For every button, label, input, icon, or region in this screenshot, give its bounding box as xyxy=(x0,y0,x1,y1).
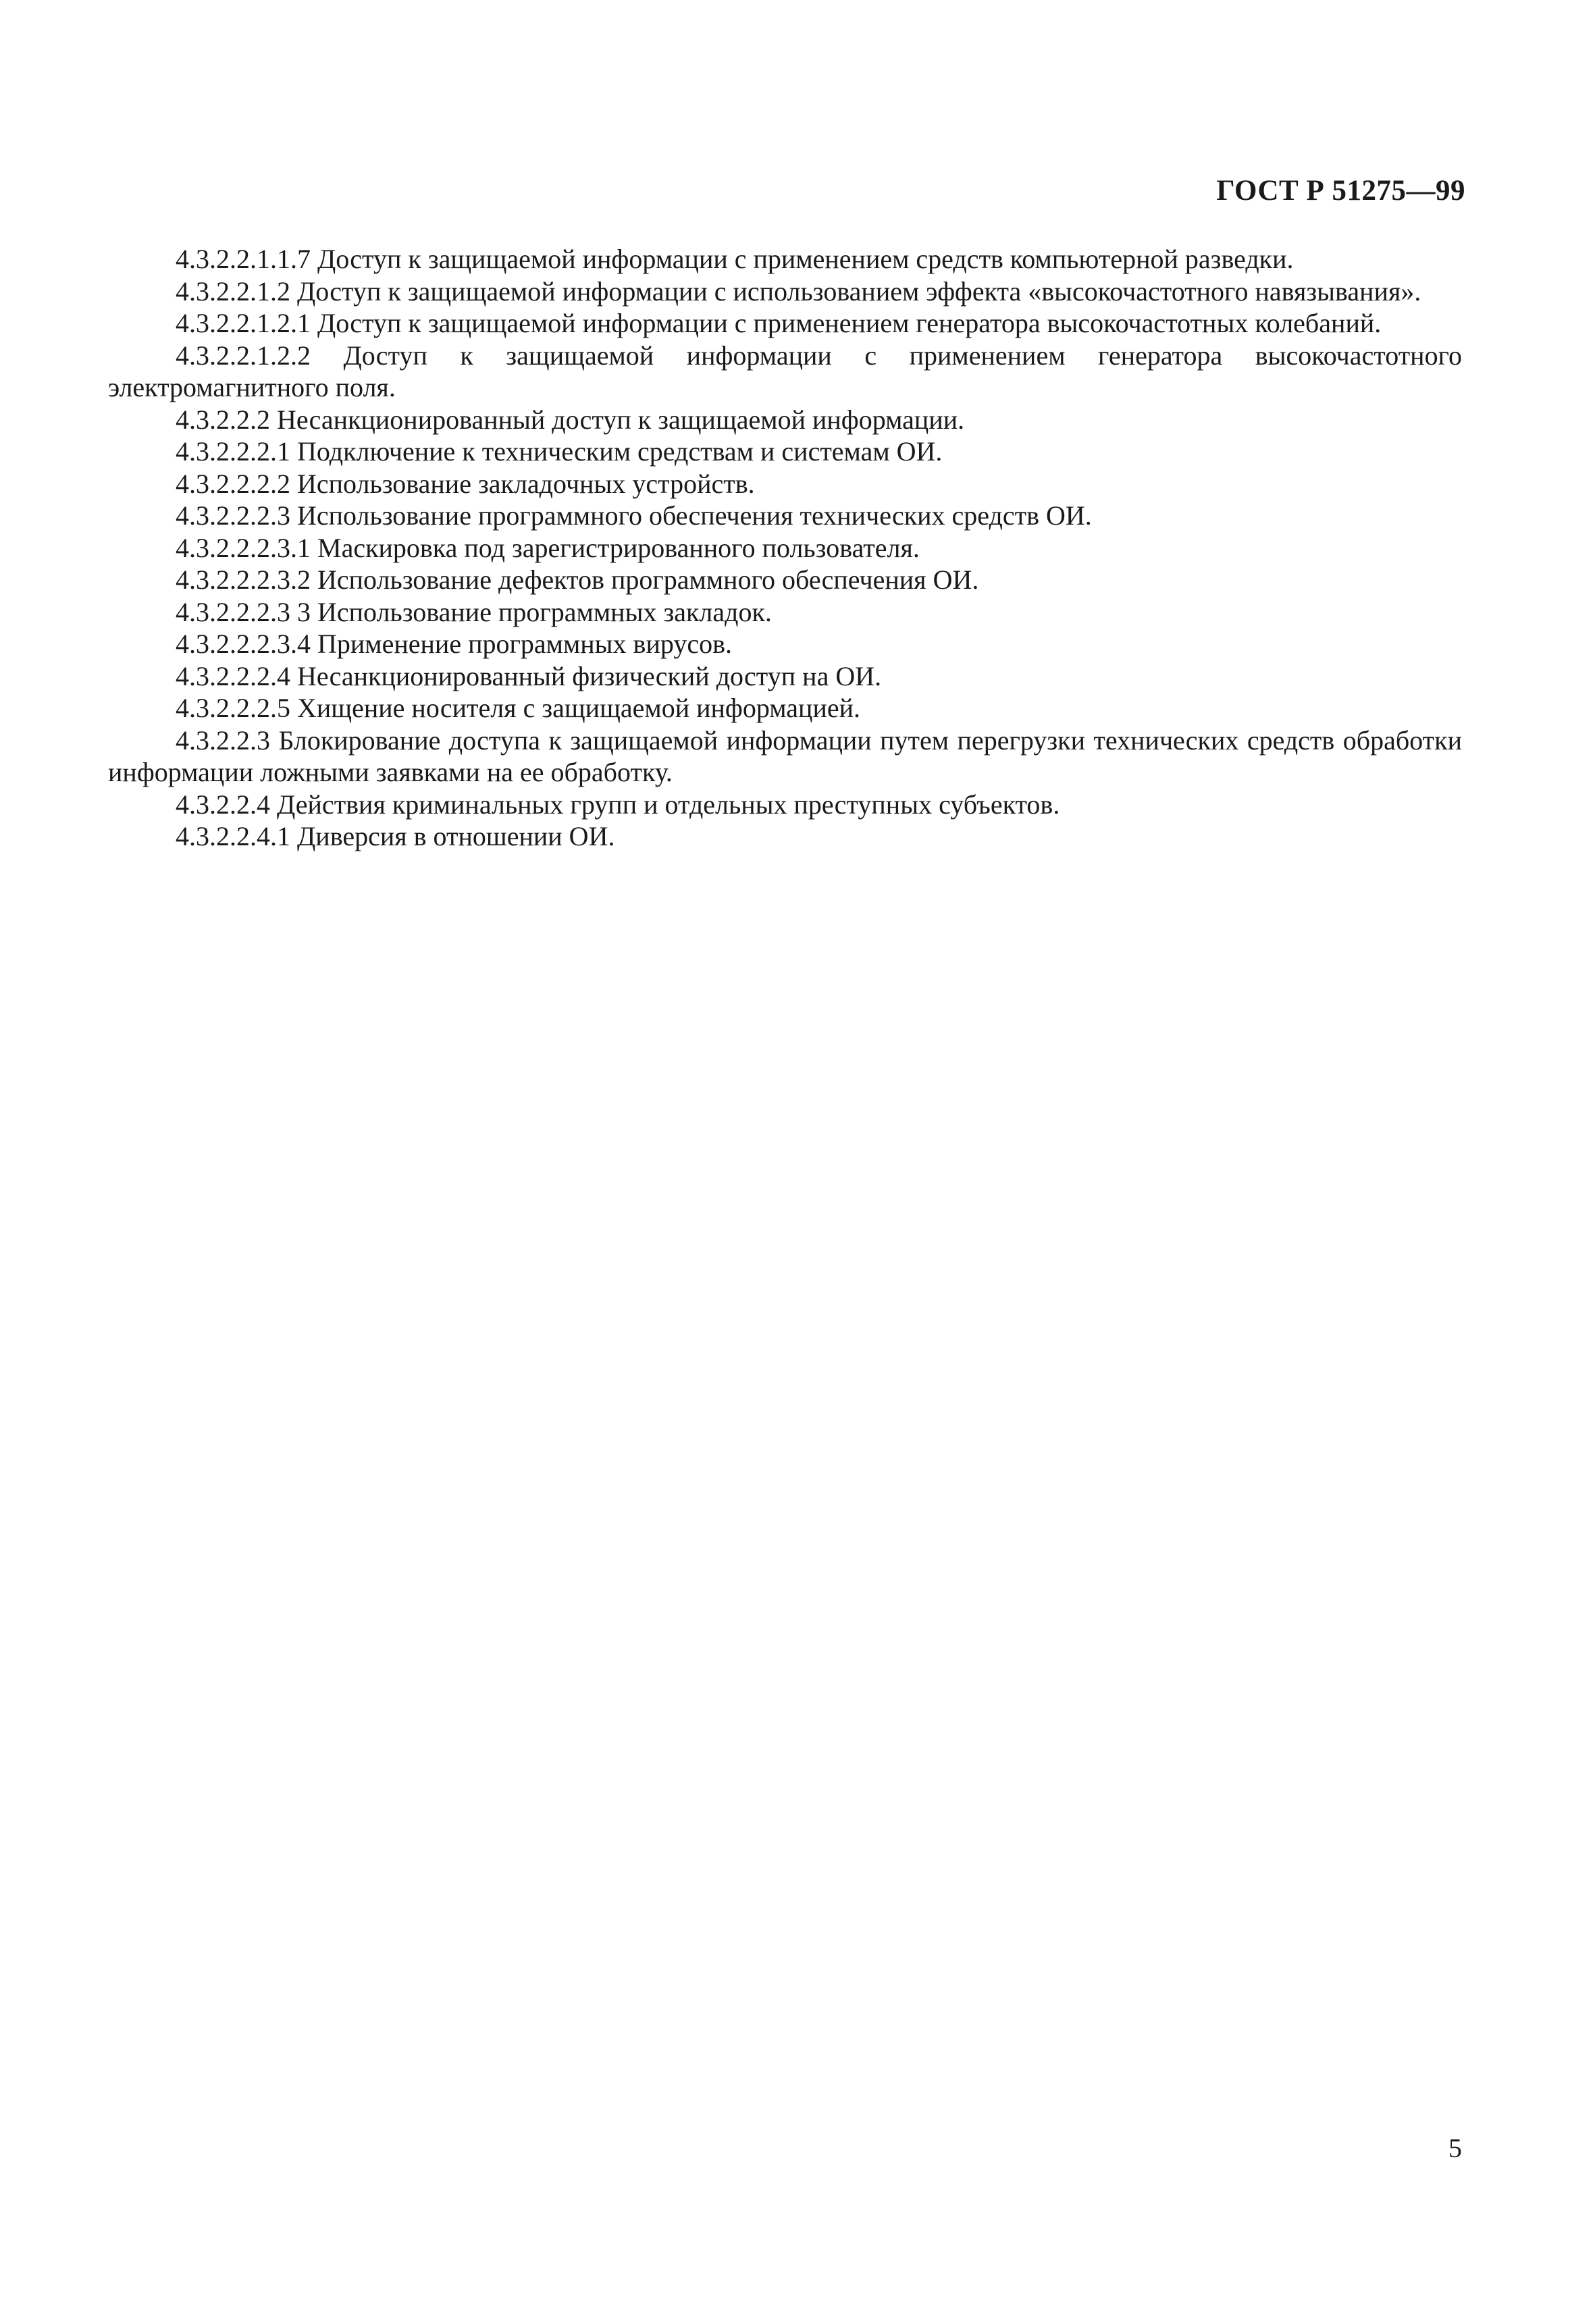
paragraph: 4.3.2.2.2.3.2 Использование дефектов программного обеспечения ОИ. xyxy=(176,564,979,595)
paragraph: 4.3.2.2.1.2 Доступ к защищаемой информации с использованием эффекта «высокочастотного навязывания». xyxy=(176,275,1421,307)
paragraph: 4.3.2.2.1.2.2 Доступ к защищаемой информации с применением генератора высокочастотного электромагнитного поля. xyxy=(108,340,1462,402)
paragraph: 4.3.2.2.2.3 3 Использование программных закладок. xyxy=(176,596,772,627)
paragraph: 4.3.2.2.4 Действия криминальных групп и отдельных преступных субъектов. xyxy=(176,789,1060,820)
page-number: 5 xyxy=(1448,2133,1462,2163)
paragraph: 4.3.2.2.1.2.1 Доступ к защищаемой информации с применением генератора высокочастотных колебаний. xyxy=(176,308,1382,338)
paragraph: 4.3.2.2.2.4 Несанкционированный физический доступ на ОИ. xyxy=(176,660,882,691)
paragraph: 4.3.2.2.2.3 Использование программного обеспечения технических средств ОИ. xyxy=(176,500,1092,531)
paragraph: 4.3.2.2.2.2 Использование закладочных устройств. xyxy=(176,468,755,499)
paragraph: 4.3.2.2.2.5 Хищение носителя с защищаемой информацией. xyxy=(176,693,861,723)
paragraph: 4.3.2.2.2.1 Подключение к техническим средствам и системам ОИ. xyxy=(176,436,943,467)
paragraph: 4.3.2.2.2.3.4 Применение программных вирусов. xyxy=(176,629,732,659)
paragraph: 4.3.2.2.2.3.1 Маскировка под зарегистрированного пользователя. xyxy=(176,532,920,563)
paragraph: 4.3.2.2.3 Блокирование доступа к защищаемой информации путем перегрузки технических средств обработки информации ложными заявками на ее обработку. xyxy=(108,724,1462,787)
document-code-header: ГОСТ Р 51275—99 xyxy=(1216,175,1465,207)
document-body xyxy=(108,243,1462,853)
paragraph: 4.3.2.2.2 Несанкционированный доступ к защищаемой информации. xyxy=(176,404,965,435)
paragraph: 4.3.2.2.1.1.7 Доступ к защищаемой информации с применением средств компьютерной разведки. xyxy=(176,244,1294,274)
paragraph: 4.3.2.2.4.1 Диверсия в отношении ОИ. xyxy=(176,821,615,851)
